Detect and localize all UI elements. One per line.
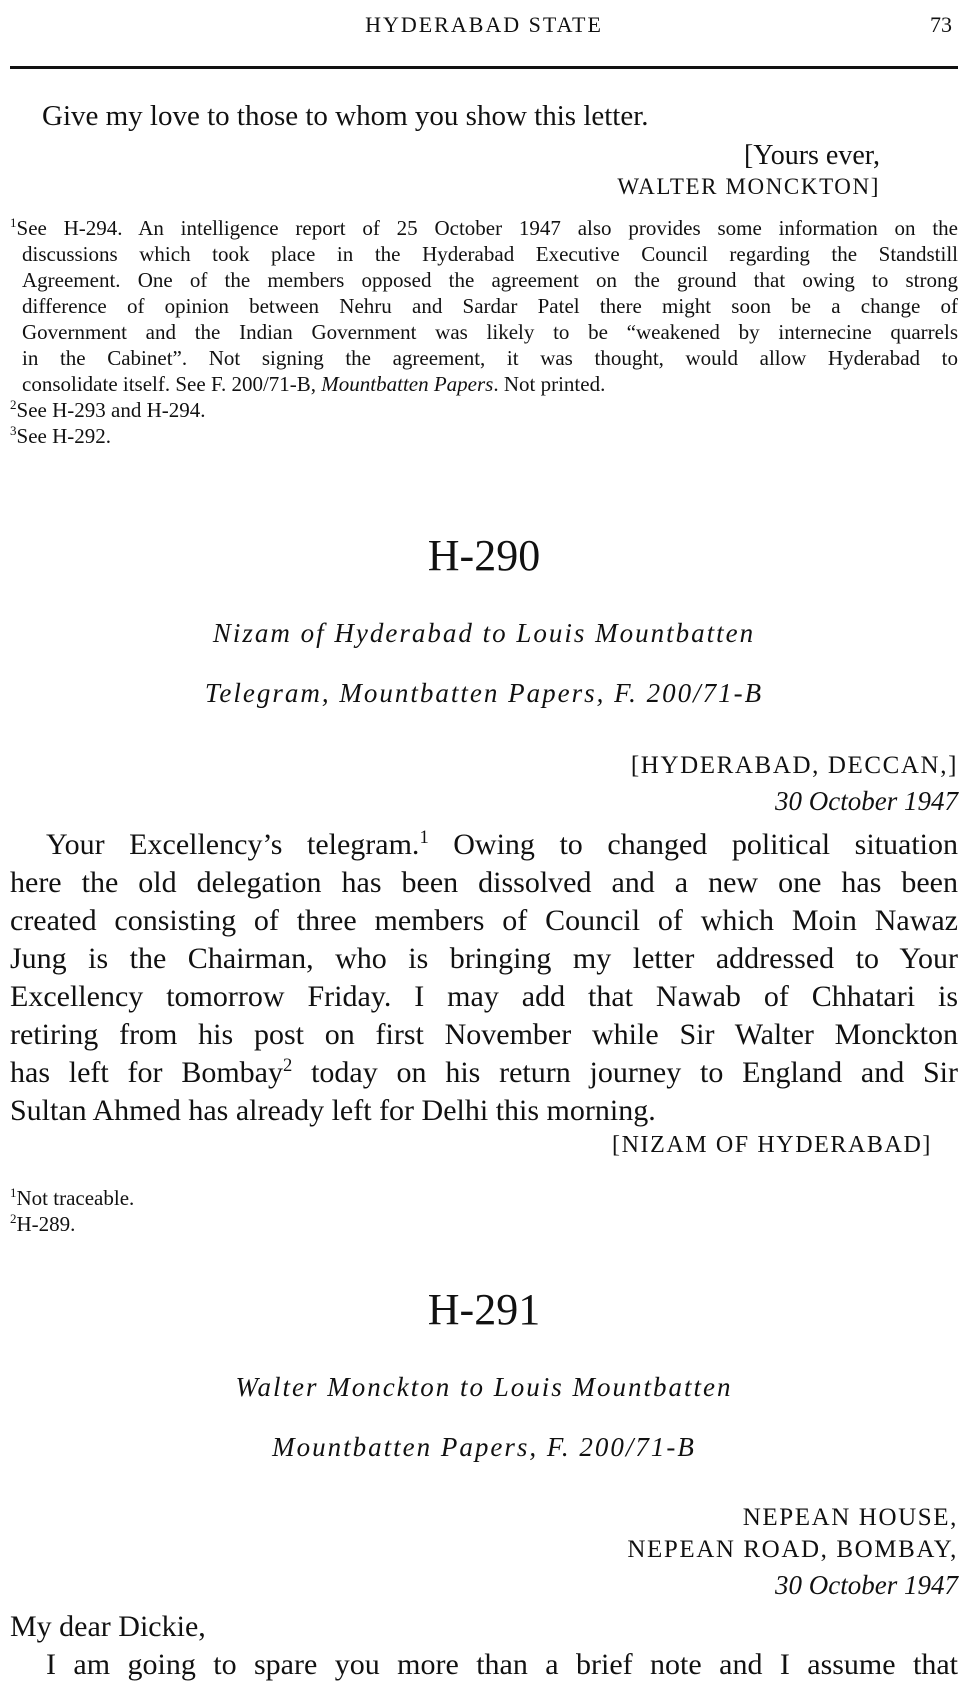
document-subtitle: Nizam of Hyderabad to Louis Mountbatten (212, 618, 756, 648)
address-line: NEPEAN HOUSE, (742, 1504, 958, 1531)
document-number: H-291 (427, 1285, 541, 1334)
footnote-source-title: Mountbatten Papers (321, 372, 494, 396)
letter-body-line: I am going to spare you more than a brief note and I assume that (46, 1648, 958, 1681)
footnote-line: See H-294. An intelligence report of 25 October 1947 also provides some information on the (16, 216, 958, 240)
document-source: Telegram, Mountbatten Papers, F. 200/71-B (204, 678, 764, 708)
running-title: HYDERABAD STATE (365, 12, 603, 37)
document-number: H-290 (427, 531, 541, 580)
date-line: 30 October 1947 (775, 1570, 958, 1600)
footnote-3: $^3$See H-292. (10, 423, 111, 448)
footnote-1: $^1$Not traceable. (10, 1185, 135, 1210)
footnote-line: in the Cabinet”. Not signing the agreement, it was thought, would allow Hyderabad to (22, 346, 958, 370)
closing-line: Give my love to those to whom you show this letter. (42, 100, 649, 132)
footnote-line: . Not printed. (493, 372, 606, 396)
footnote-line: Government and the Indian Government was likely to be “weakened by internecine quarrels (22, 320, 958, 344)
signature: [NIZAM OF HYDERABAD] (612, 1132, 932, 1158)
footnote-marker: 1 (10, 1185, 17, 1200)
date-line: 30 October 1947 (775, 786, 958, 816)
footnote-2: $^2$See H-293 and H-294. (10, 397, 206, 422)
address-line: NEPEAN ROAD, BOMBAY, (627, 1536, 958, 1563)
document-source: Mountbatten Papers, F. 200/71-B (272, 1432, 696, 1462)
place-line: [HYDERABAD, DECCAN,] (630, 752, 958, 779)
header-rule (10, 66, 958, 69)
footnote-line: consolidate itself. See F. 200/71-B, (22, 372, 322, 396)
footnote-marker: 1 (10, 215, 17, 230)
footnote-marker: 2 (10, 397, 17, 412)
document-subtitle: Walter Monckton to Louis Mountbatten (235, 1372, 733, 1402)
footnote-line: Agreement. One of the members opposed the agreement on the ground that owing to strong (22, 268, 958, 292)
signature: WALTER MONCKTON] (617, 174, 880, 199)
page-number: 73 (930, 12, 952, 37)
footnote-ref: 1 (419, 827, 429, 848)
valediction: [Yours ever, (743, 140, 880, 171)
salutation: My dear Dickie, (10, 1610, 206, 1643)
document-page: HYDERABAD STATE 73 Give my love to those to whom you show this letter. [Yours ever, WALTER MONCKTON] $^1$See H-294. An intelligence report of 25 October 1947 also provides some information on the discussions which took place in the Hyderabad Executive Council regarding the Standstill Agreement. One of the members opposed the agreement on the ground that owing to strong difference of opinion between Nehru and Sardar Patel there might soon be a change of Government and the Indian Government was likely to be “weakened by internecine quarrels in the Cabinet”. Not signing the agreement, it was thought, would allow Hyderabad to consolidate itself. See F. 200/71-B, Mountbatten Papers. Not printed. $^2$See H-293 and H-294. $^3$See H-292. H-290 Nizam of Hyderabad to Louis Mountbatten Telegram, Mountbatten Papers, F. 200/71-B [HYDERABAD, DECCAN,] 30 October 1947 Your Excellency’s telegram.$^1$ Owing to changed political situation here the old delegation has been dissolved and a new one has been created consisting of three members of Council of which Moin Nawaz Jung is the Chairman, who is bringing my letter addressed to Your Excellency tomorrow Friday. I may add that Nawab of Chhatari is retiring from his post on first November while Sir Walter Monckton has left for Bombay$^2$ today on his return journey to England and Sir Sultan Ahmed has already left for Delhi this morning. [NIZAM OF HYDERABAD] $^1$Not traceable. $^2$H-289. H-291 Walter Monckton to Louis Mountbatten Mountbatten Papers, F. 200/71-B NEPEAN HOUSE, NEPEAN ROAD, BOMBAY, 30 October 1947 My dear Dickie, I am going to spare you more than a brief note and I assume that (0, 0, 968, 1706)
footnote-2: $^2$H-289. (10, 1211, 76, 1236)
footnote-marker: 2 (10, 1211, 17, 1226)
footnote-ref: 2 (283, 1055, 293, 1076)
footnote-marker: 3 (10, 423, 17, 438)
footnote-line: discussions which took place in the Hyderabad Executive Council regarding the Standstill (22, 242, 958, 266)
footnote-line: difference of opinion between Nehru and Sardar Patel there might soon be a change of (22, 294, 958, 318)
